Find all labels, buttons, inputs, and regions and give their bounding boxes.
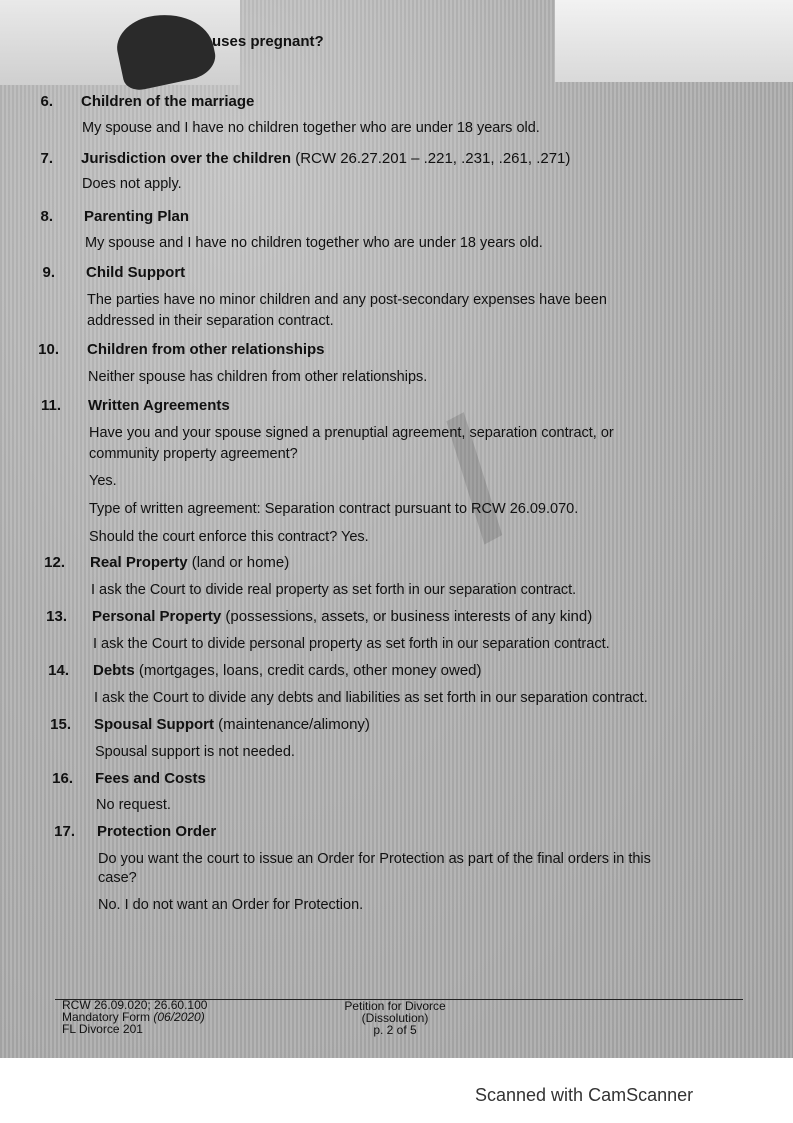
section-number: 11. xyxy=(40,397,61,414)
camscanner-label: Scanned with CamScanner xyxy=(475,1085,694,1105)
section-title: Fees and Costs xyxy=(95,770,206,787)
section-heading xyxy=(97,823,216,840)
section-heading xyxy=(94,716,370,733)
section-body-line: I ask the Court to divide personal property as set forth in our separation contract. xyxy=(93,636,610,652)
section-body-line: Spousal support is not needed. xyxy=(95,744,295,760)
section-body-line: Yes. xyxy=(89,473,117,489)
section-title: Written Agreements xyxy=(88,397,230,414)
section-heading xyxy=(93,662,482,679)
footer-doc-title xyxy=(330,1000,460,1036)
section-body-line: No request. xyxy=(96,797,171,813)
section-body-line: My spouse and I have no children together who are under 18 years old. xyxy=(82,120,540,136)
section-number: 6. xyxy=(40,93,53,110)
footer-rcw: RCW 26.09.020; 26.60.100 xyxy=(62,998,208,1012)
section-number: 10. xyxy=(38,341,59,358)
section-number: 17. xyxy=(54,823,75,840)
section-heading xyxy=(92,608,592,625)
section-body-line: Does not apply. xyxy=(82,176,182,192)
section-number: 9. xyxy=(42,264,55,281)
section-title: Jurisdiction over the children xyxy=(81,150,292,167)
section-title: Spousal Support xyxy=(94,716,214,733)
section-body-line: Have you and your spouse signed a prenuptial agreement, separation contract, or xyxy=(89,425,614,441)
section-title: Parenting Plan xyxy=(84,208,190,225)
section-body-line: I ask the Court to divide real property as set forth in our separation contract. xyxy=(91,582,577,598)
section-number: 14. xyxy=(48,662,69,679)
section-subtitle: (maintenance/alimony) xyxy=(214,716,370,733)
section-title: Children of the marriage xyxy=(81,93,255,110)
section-heading xyxy=(81,93,254,110)
footer-mandatory-form: Mandatory Form (06/2020) xyxy=(62,1010,205,1024)
section-subtitle: (RCW 26.27.201 – .221, .231, .261, .271) xyxy=(291,150,571,167)
section-heading xyxy=(81,150,570,167)
section-title: Child Support xyxy=(86,264,186,281)
footer-form-info xyxy=(62,999,207,1035)
section-body-line: Do you want the court to issue an Order for Protection as part of the final orders in this xyxy=(98,851,651,867)
section-heading xyxy=(88,397,230,414)
section-number: 16. xyxy=(52,770,73,787)
section-number: 15. xyxy=(50,716,71,733)
section-body-line: Type of written agreement: Separation contract pursuant to RCW 26.09.070. xyxy=(89,501,579,517)
footer-page-number: p. 2 of 5 xyxy=(373,1023,417,1037)
section-body-line: The parties have no minor children and any post-secondary expenses have been xyxy=(87,292,607,308)
section-title: Real Property xyxy=(90,554,188,571)
section-body-line: Should the court enforce this contract? Yes. xyxy=(89,529,369,545)
section-number: 13. xyxy=(46,608,67,625)
section-title: Children from other relationships xyxy=(87,341,325,358)
section-number: 8. xyxy=(40,208,53,225)
footer-form-id: FL Divorce 201 xyxy=(62,1022,143,1036)
footer-form-date: (06/2020) xyxy=(153,1010,205,1024)
section-title: Debts xyxy=(93,662,135,679)
section-body-line: community property agreement? xyxy=(89,446,298,462)
section-subtitle: (possessions, assets, or business interests of any kind) xyxy=(221,608,593,625)
section-subtitle: (mortgages, loans, credit cards, other money owed) xyxy=(134,662,482,679)
footer-title: Petition for Divorce xyxy=(344,999,446,1013)
section-body-line: Neither spouse has children from other relationships. xyxy=(88,369,428,385)
section-body-line: My spouse and I have no children together who are under 18 years old. xyxy=(85,235,543,251)
section-body-line: I ask the Court to divide any debts and liabilities as set forth in our separation contract. xyxy=(94,690,648,706)
section-number: 7. xyxy=(40,150,53,167)
section-title: Protection Order xyxy=(97,823,217,840)
footer-subtitle: (Dissolution) xyxy=(361,1011,429,1025)
section-body-line: No. I do not want an Order for Protection. xyxy=(98,897,364,913)
section-number: 12. xyxy=(44,554,65,571)
section-heading xyxy=(87,341,325,358)
header-fragment: uses pregnant? xyxy=(212,33,324,50)
section-heading xyxy=(90,554,289,571)
section-subtitle: (land or home) xyxy=(187,554,290,571)
section-heading xyxy=(95,770,206,787)
watermark-graphic: / xyxy=(409,385,541,575)
scan-artifact-right xyxy=(555,0,793,82)
section-title: Personal Property xyxy=(92,608,222,625)
section-body-line: addressed in their separation contract. xyxy=(87,313,334,329)
section-heading xyxy=(84,208,189,225)
section-heading xyxy=(86,264,185,281)
section-body-line: case? xyxy=(98,870,137,886)
